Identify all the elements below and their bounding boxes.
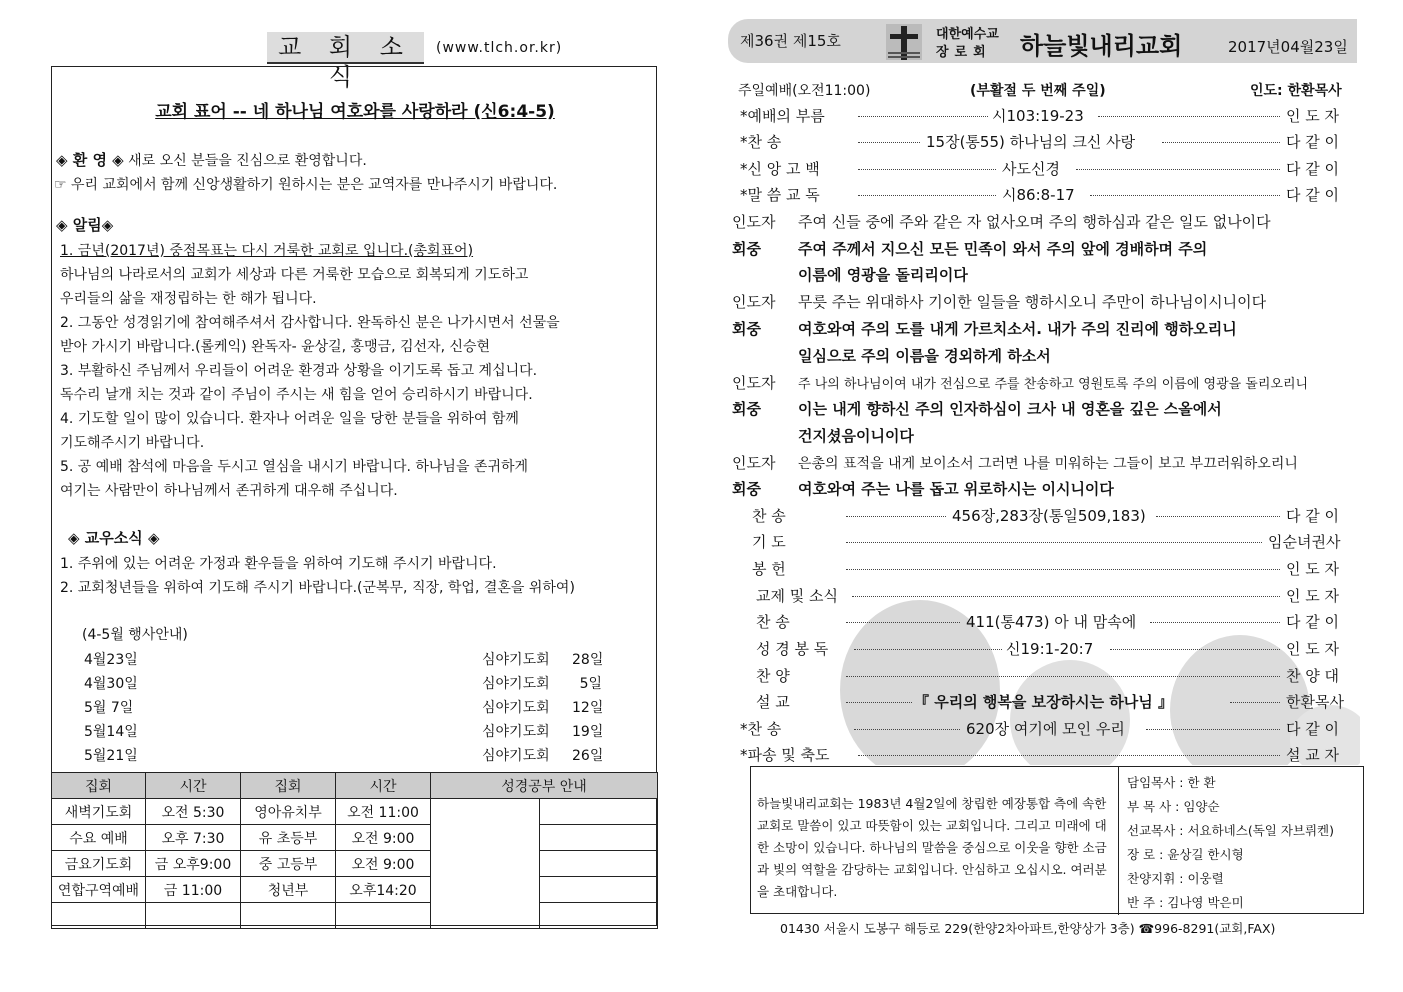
bible-study-cell	[540, 851, 658, 877]
bulletin-date: 2017년04월23일	[1228, 38, 1348, 56]
event-date: 5월21일	[84, 748, 138, 764]
worship-order-item	[730, 184, 1352, 204]
staff-line: 선교목사 : 서요하네스(독일 자브뤼켄)	[1127, 823, 1335, 838]
website-url[interactable]: (www.tlch.or.kr)	[436, 40, 563, 56]
notice-line: 하나님의 나라로서의 교회가 세상과 다른 거룩한 모습으로 회복되게 기도하고	[60, 267, 529, 283]
order-item-name: *파송 및 축도	[740, 746, 830, 764]
bible-study-cell	[540, 825, 658, 851]
event-day: 26일	[572, 748, 604, 764]
table-cell	[336, 903, 431, 929]
worship-order-item	[730, 585, 1352, 605]
worship-order-item	[730, 131, 1352, 151]
table-cell: 오후14:20	[336, 877, 431, 903]
church-name: 하늘빛내리교회	[1020, 32, 1183, 60]
church-address: 01430 서울시 도봉구 해등로 229(한양2차아파트,한양상가 3층) ☎996-8291(교회,FAX)	[780, 921, 1276, 936]
order-item-content: 시103:19-23	[992, 107, 1084, 125]
order-item-name: 찬 송	[752, 507, 786, 525]
order-item-person: 인 도 자	[1286, 107, 1340, 125]
event-day: 28일	[572, 652, 604, 668]
notice-line: 독수리 날개 치는 것과 같이 주님이 주시는 새 힘을 얻어 승리하시기 바랍니다.	[60, 387, 533, 403]
news-title: 교 회 소 식	[267, 32, 424, 64]
order-item-name: *찬 송	[740, 720, 782, 738]
reading-role: 회중	[732, 240, 761, 258]
bible-study-cell	[540, 877, 658, 903]
table-cell: 오전 9:00	[336, 851, 431, 877]
church-cross-logo-icon	[884, 22, 924, 62]
order-item-person: 다 같 이	[1286, 160, 1340, 178]
reading-text: 여호와여 주는 나를 돕고 위로하시는 이시니이다	[798, 480, 1114, 498]
worship-order-item	[730, 744, 1352, 764]
event-name: 심야기도회	[482, 724, 550, 740]
responsive-reading-line	[732, 264, 968, 285]
table-cell: 오전 11:00	[336, 799, 431, 825]
table-cell: 새벽기도회	[52, 799, 146, 825]
sermon-title: 『 우리의 행복을 보장하시는 하나님 』	[914, 693, 1173, 711]
table-cell: 오후 7:30	[146, 825, 241, 851]
service-subtitle: (부활절 두 번째 주일)	[970, 83, 1106, 99]
order-item-name: 교제 및 소식	[756, 587, 838, 605]
volume-number: 제36권 제15호	[740, 32, 841, 50]
responsive-reading-line	[732, 318, 1237, 339]
order-item-content: 15장(통55) 하나님의 크신 사랑	[926, 133, 1136, 151]
event-name: 심야기도회	[482, 700, 550, 716]
order-item-person: 다 같 이	[1286, 720, 1340, 738]
order-item-content: 신19:1-20:7	[1006, 640, 1094, 658]
event-date: 5월 7일	[84, 700, 134, 716]
reading-text: 건지셨음이니이다	[798, 427, 914, 445]
welcome-text: 새로 오신 분들을 진심으로 환영합니다.	[123, 153, 367, 169]
table-cell	[146, 903, 241, 929]
table-cell: 수요 예배	[52, 825, 146, 851]
worship-order-item	[730, 558, 1352, 578]
church-info-box	[750, 766, 1364, 914]
table-header: 성경공부 안내	[431, 773, 658, 799]
responsive-reading-line	[732, 345, 1051, 366]
notice-heading: ◈ 알림◈	[56, 216, 114, 234]
notice-line: 기도해주시기 바랍니다.	[60, 435, 205, 451]
event-date: 4월23일	[84, 652, 138, 668]
welcome-note: ☞ 우리 교회에서 함께 신앙생활하기 원하시는 분은 교역자를 만나주시기 바랍니다.	[54, 177, 558, 193]
church-news-box	[51, 66, 657, 926]
responsive-reading-line	[732, 372, 1308, 393]
responsive-reading-line	[732, 425, 914, 446]
reading-role: 인도자	[732, 293, 776, 311]
order-item-person: 인 도 자	[1286, 560, 1340, 578]
table-cell: 연합구역예배	[52, 877, 146, 903]
order-item-person: 임순녀권사	[1268, 533, 1341, 551]
reading-text: 일심으로 주의 이름을 경외하게 하소서	[798, 347, 1051, 365]
notice-line: 우리들의 삶을 재정립하는 한 해가 됩니다.	[60, 291, 317, 307]
bible-study-cell	[540, 903, 658, 929]
denomination-line-1: 대한예수교	[936, 27, 999, 42]
worship-order-item	[730, 691, 1352, 711]
reading-role: 회중	[732, 480, 761, 498]
responsive-reading-line	[732, 238, 1207, 259]
bible-study-cell	[431, 799, 540, 929]
bible-study-cell	[540, 799, 658, 825]
order-item-content: 411(통473) 아 내 맘속에	[966, 613, 1137, 631]
staff-line: 담임목사 : 한 환	[1127, 775, 1216, 790]
staff-line: 부 목 사 : 임양순	[1127, 799, 1220, 814]
reading-role: 인도자	[732, 213, 776, 231]
reading-role: 회중	[732, 320, 761, 338]
responsive-reading-line	[732, 291, 1266, 312]
member-news-heading: ◈ 교우소식 ◈	[68, 529, 160, 547]
order-item-person: 다 같 이	[1286, 186, 1340, 204]
reading-role: 인도자	[732, 374, 776, 392]
welcome-heading: ◈ 환 영 ◈	[56, 151, 124, 169]
reading-text: 주여 신들 중에 주와 같은 자 없사오며 주의 행하심과 같은 일도 없나이다	[798, 213, 1271, 231]
meeting-schedule-table	[51, 772, 658, 929]
order-item-name: 찬 송	[756, 613, 790, 631]
staff-line: 장 로 : 윤상길 한시형	[1127, 847, 1244, 862]
event-date: 4월30일	[84, 676, 138, 692]
table-header: 집회	[52, 773, 146, 799]
worship-order-item	[730, 105, 1352, 125]
table-cell: 유 초등부	[241, 825, 336, 851]
denomination-line-2: 장로회	[936, 45, 992, 60]
order-item-person: 다 같 이	[1286, 613, 1340, 631]
table-row	[52, 825, 658, 851]
order-item-name: *신 앙 고 백	[740, 160, 820, 178]
table-cell: 금 11:00	[146, 877, 241, 903]
table-row	[52, 799, 658, 825]
responsive-reading-line	[732, 452, 1298, 473]
worship-order-item	[730, 531, 1352, 551]
table-row	[52, 851, 658, 877]
table-header: 시간	[146, 773, 241, 799]
order-item-person: 인 도 자	[1286, 640, 1340, 658]
staff-line: 찬양지휘 : 이웅렬	[1127, 871, 1224, 886]
church-motto: 교회 표어 -- 네 하나님 여호와를 사랑하라 (신6:4-5)	[155, 102, 555, 122]
service-leader: 인도: 한환목사	[1250, 83, 1342, 99]
worship-order-item	[730, 611, 1352, 631]
reading-text: 주 나의 하나님이여 내가 전심으로 주를 찬송하고 영원토록 주의 이름에 영광을 돌리오리니	[798, 377, 1309, 392]
table-cell	[241, 903, 336, 929]
table-row	[52, 877, 658, 903]
worship-order-item	[730, 505, 1352, 525]
table-cell: 중 고등부	[241, 851, 336, 877]
order-item-content: 시86:8-17	[1002, 186, 1075, 204]
order-item-content: 620장 여기에 모인 우리	[966, 720, 1125, 738]
reading-text: 무릇 주는 위대하사 기이한 일들을 행하시오니 주만이 하나님이시니이다	[798, 293, 1267, 311]
order-item-name: 찬 양	[756, 667, 790, 685]
order-item-name: 기 도	[752, 533, 786, 551]
church-introduction: 하늘빛내리교회는 1983년 4월2일에 창립한 예장통합 측에 속한 교회로 말씀이 있고 따뜻함이 있는 교회입니다. 그리고 미래에 대한 소망이 있습니다. 하나님의 말씀을 중심으로 이웃을 향한 소금과 빛의 역할을 감당하는 교회입니다. 안심하고 오십시오. 여러분을 초대합니다.	[757, 796, 1107, 899]
notice-line: 4. 기도할 일이 많이 있습니다. 환자나 어려운 일을 당한 분들을 위하여 함께	[60, 411, 519, 427]
member-news-line: 1. 주위에 있는 어려운 가정과 환우들을 위하여 기도해 주시기 바랍니다.	[60, 556, 497, 572]
reading-role: 회중	[732, 400, 761, 418]
worship-order-item	[730, 158, 1352, 178]
order-item-person: 찬 양 대	[1286, 667, 1340, 685]
reading-role: 인도자	[732, 454, 776, 472]
notice-line: 3. 부활하신 주님께서 우리들이 어려운 환경과 상황을 이기도록 돕고 계십니다.	[60, 363, 538, 379]
order-item-person: 다 같 이	[1286, 507, 1340, 525]
order-item-person: 한환목사	[1286, 693, 1344, 711]
events-heading: (4-5월 행사안내)	[82, 627, 188, 643]
order-item-name: *예배의 부름	[740, 107, 825, 125]
reading-text: 주여 주께서 지으신 모든 민족이 와서 주의 앞에 경배하며 주의	[798, 240, 1208, 258]
event-day: 5일	[579, 676, 602, 692]
order-item-name: *말 씀 교 독	[740, 186, 820, 204]
order-item-name: 설 교	[756, 693, 790, 711]
order-item-name: 봉 헌	[752, 560, 786, 578]
table-cell: 청년부	[241, 877, 336, 903]
order-item-person: 다 같 이	[1286, 133, 1340, 151]
notice-line: 여기는 사람만이 하나님께서 존귀하게 대우해 주십니다.	[60, 483, 398, 499]
member-news-line: 2. 교회청년들을 위하여 기도해 주시기 바랍니다.(군복무, 직장, 학업, 결혼을 위하여)	[60, 580, 575, 596]
notice-line: 5. 공 예배 참석에 마음을 두시고 열심을 내시기 바랍니다. 하나님을 존귀하게	[60, 459, 529, 475]
worship-order-item	[730, 718, 1352, 738]
worship-order-item	[730, 665, 1352, 685]
event-name: 심야기도회	[482, 748, 550, 764]
responsive-reading-line	[732, 398, 1222, 419]
table-cell	[52, 903, 146, 929]
table-cell: 오전 5:30	[146, 799, 241, 825]
order-item-person: 설 교 자	[1286, 746, 1340, 764]
table-cell: 금요기도회	[52, 851, 146, 877]
order-item-person: 인 도 자	[1286, 587, 1340, 605]
event-day: 19일	[572, 724, 604, 740]
reading-text: 여호와여 주의 도를 내게 가르치소서. 내가 주의 진리에 행하오리니	[798, 320, 1237, 338]
reading-text: 이는 내게 향하신 주의 인자하심이 크사 내 영혼을 깊은 스올에서	[798, 400, 1222, 418]
table-header: 시간	[336, 773, 431, 799]
reading-text: 은총의 표적을 내게 보이소서 그러면 나를 미워하는 그들이 보고 부끄러워하오리니	[798, 456, 1298, 472]
responsive-reading-line	[732, 478, 1114, 499]
welcome-line	[56, 149, 367, 170]
table-cell: 오전 9:00	[336, 825, 431, 851]
table-cell: 금 오후9:00	[146, 851, 241, 877]
event-name: 심야기도회	[482, 676, 550, 692]
order-item-content: 사도신경	[1002, 160, 1060, 178]
table-header: 집회	[241, 773, 336, 799]
worship-order-item	[730, 638, 1352, 658]
table-cell: 영아유치부	[241, 799, 336, 825]
table-row	[52, 903, 658, 929]
reading-text: 이름에 영광을 돌리리이다	[798, 266, 968, 284]
responsive-reading-line	[732, 211, 1271, 232]
notice-line: 2. 그동안 성경읽기에 참여해주셔서 감사합니다. 완독하신 분은 나가시면서 선물을	[60, 315, 560, 331]
event-name: 심야기도회	[482, 652, 550, 668]
order-item-name: 성 경 봉 독	[756, 640, 829, 658]
order-item-name: *찬 송	[740, 133, 782, 151]
order-item-content: 456장,283장(통일509,183)	[952, 507, 1146, 525]
staff-line: 반 주 : 김나영 박은미	[1127, 895, 1244, 910]
notice-line: 1. 금년(2017년) 중점목표는 다시 거룩한 교회로 입니다.(총회표어)	[60, 243, 474, 259]
notice-line: 받아 가시기 바랍니다.(롤케익) 완독자- 윤상길, 홍맹금, 김선자, 신승현	[60, 339, 491, 355]
service-title: 주일예배(오전11:00)	[738, 83, 871, 99]
event-day: 12일	[572, 700, 604, 716]
event-date: 5월14일	[84, 724, 138, 740]
